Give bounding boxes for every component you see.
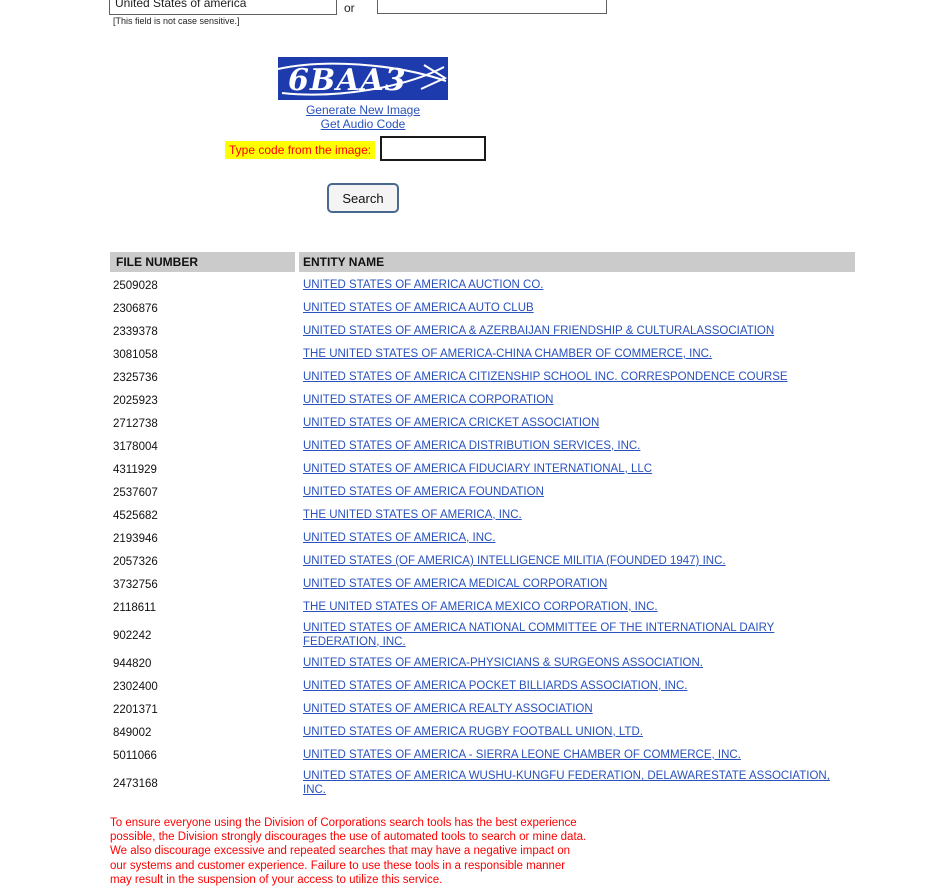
table-row [110, 675, 855, 698]
entity-name-link[interactable]: UNITED STATES OF AMERICA-PHYSICIANS & SURGEONS ASSOCIATION. [303, 656, 704, 669]
table-row [110, 343, 855, 366]
entity-name-cell [299, 322, 855, 342]
captcha-code-prompt: Type code from the image: [225, 141, 375, 159]
file-number-cell: 3732756 [113, 578, 158, 591]
entity-name-link[interactable]: UNITED STATES OF AMERICA - SIERRA LEONE CHAMBER OF COMMERCE, INC. [303, 748, 741, 761]
entity-name-link[interactable]: THE UNITED STATES OF AMERICA, INC. [303, 508, 522, 521]
table-row [110, 527, 855, 550]
table-row [110, 652, 855, 675]
file-number-cell: 2118611 [113, 601, 157, 614]
entity-name-link[interactable]: UNITED STATES OF AMERICA DISTRIBUTION SERVICES, INC. [303, 439, 641, 452]
entity-name-link[interactable]: UNITED STATES OF AMERICA RUGBY FOOTBALL UNION, LTD. [303, 725, 643, 738]
entity-name-cell [299, 414, 855, 434]
entity-name-link[interactable]: UNITED STATES (OF AMERICA) INTELLIGENCE MILITIA (FOUNDED 1947) INC. [303, 554, 726, 567]
captcha-code-input[interactable] [380, 136, 486, 161]
disclaimer-line: To ensure everyone using the Division of Corporations search tools has the best experience [110, 817, 577, 829]
results-body [110, 274, 855, 800]
file-number-cell: 5011066 [113, 749, 157, 762]
entity-name-cell [299, 345, 855, 365]
table-row [110, 481, 855, 504]
file-number-header: FILE NUMBER [110, 252, 295, 272]
table-row [110, 596, 855, 619]
table-row [110, 767, 855, 800]
table-row [110, 619, 855, 652]
entity-name-cell [299, 506, 855, 526]
file-number-cell: 2302400 [113, 680, 158, 693]
results-table [110, 252, 855, 800]
table-row [110, 412, 855, 435]
file-number-cell: 4311929 [113, 463, 157, 476]
entity-name-cell [299, 575, 855, 595]
entity-name-cell [299, 391, 855, 411]
entity-name-cell [299, 276, 855, 296]
table-row [110, 274, 855, 297]
captcha-code-text: 6BAA3 [288, 63, 407, 98]
entity-name-link[interactable]: UNITED STATES OF AMERICA AUCTION CO. [303, 278, 544, 291]
entity-name-cell [299, 677, 855, 697]
get-audio-code-link[interactable]: Get Audio Code [320, 117, 406, 131]
entity-name-cell [299, 437, 855, 457]
file-number-cell: 2712738 [113, 417, 158, 430]
table-row [110, 458, 855, 481]
file-number-cell: 902242 [113, 629, 152, 642]
entity-name-link[interactable]: UNITED STATES OF AMERICA CORPORATION [303, 393, 554, 406]
file-number-cell: 2306876 [113, 302, 158, 315]
entity-name-cell [299, 460, 855, 480]
file-number-cell: 944820 [113, 657, 152, 670]
file-number-cell: 2057326 [113, 555, 158, 568]
entity-name-cell [299, 654, 855, 674]
disclaimer-line: may result in the suspension of your access to utilize this service. [110, 873, 443, 886]
table-row [110, 744, 855, 767]
disclaimer-line: possible, the Division strongly discourages the use of automated tools to search or mine data. [110, 831, 587, 844]
file-number-cell: 2201371 [113, 703, 158, 716]
file-number-cell: 849002 [113, 726, 152, 739]
file-number-cell: 2325736 [113, 371, 158, 384]
entity-name-link[interactable]: UNITED STATES OF AMERICA FOUNDATION [303, 485, 544, 498]
generate-new-image-link[interactable]: Generate New Image [305, 103, 421, 117]
table-row [110, 297, 855, 320]
captcha-links [278, 103, 448, 131]
or-label: or [344, 1, 355, 15]
entity-name-cell [299, 368, 855, 388]
entity-name-cell [299, 299, 855, 319]
entity-name-link[interactable]: UNITED STATES OF AMERICA & AZERBAIJAN FRIENDSHIP & CULTURALASSOCIATION [303, 324, 775, 337]
table-row [110, 698, 855, 721]
entity-name-cell [299, 552, 855, 572]
table-row [110, 366, 855, 389]
case-sensitivity-note: [This field is not case sensitive.] [113, 16, 240, 26]
entity-name-cell [299, 529, 855, 549]
entity-name-link[interactable]: UNITED STATES OF AMERICA WUSHU-KUNGFU FEDERATION, DELAWARESTATE ASSOCIATION, INC. [303, 770, 830, 796]
file-number-cell: 2193946 [113, 532, 158, 545]
file-number-cell: 2473168 [113, 777, 158, 790]
results-header-row [110, 252, 855, 272]
table-row [110, 320, 855, 343]
file-number-cell: 2339378 [113, 325, 158, 338]
entity-name-link[interactable]: UNITED STATES OF AMERICA AUTO CLUB [303, 301, 534, 314]
entity-name-link[interactable]: UNITED STATES OF AMERICA POCKET BILLIARDS ASSOCIATION, INC. [303, 679, 688, 692]
entity-name-cell [299, 746, 855, 766]
entity-name-link[interactable]: THE UNITED STATES OF AMERICA MEXICO CORPORATION, INC. [303, 600, 658, 613]
disclaimer-line: We also discourage excessive and repeated searches that may have a negative impact on [110, 845, 571, 858]
entity-name-link[interactable]: UNITED STATES OF AMERICA NATIONAL COMMITTEE OF THE INTERNATIONAL DAIRY FEDERATION, INC. [303, 622, 775, 648]
search-button[interactable]: Search [327, 183, 399, 213]
table-row [110, 573, 855, 596]
file-number-search-input[interactable] [377, 0, 607, 14]
entity-name-cell [299, 700, 855, 720]
table-row [110, 550, 855, 573]
entity-name-cell [299, 619, 855, 652]
entity-name-link[interactable]: UNITED STATES OF AMERICA CITIZENSHIP SCHOOL INC. CORRESPONDENCE COURSE [303, 370, 788, 383]
table-row [110, 721, 855, 744]
entity-name-cell [299, 767, 855, 800]
entity-name-link[interactable]: UNITED STATES OF AMERICA MEDICAL CORPORATION [303, 577, 608, 590]
file-number-cell: 3178004 [113, 440, 158, 453]
entity-name-link[interactable]: UNITED STATES OF AMERICA FIDUCIARY INTERNATIONAL, LLC [303, 462, 653, 475]
file-number-cell: 4525682 [113, 509, 158, 522]
table-row [110, 389, 855, 412]
entity-name-cell [299, 598, 855, 618]
entity-name-search-input[interactable] [109, 0, 337, 15]
table-row [110, 435, 855, 458]
file-number-cell: 2025923 [113, 394, 158, 407]
entity-name-link[interactable]: UNITED STATES OF AMERICA, INC. [303, 531, 496, 544]
captcha-image [278, 57, 448, 100]
entity-name-link[interactable]: UNITED STATES OF AMERICA CRICKET ASSOCIATION [303, 416, 600, 429]
entity-name-cell [299, 483, 855, 503]
entity-name-cell [299, 723, 855, 743]
disclaimer-line: our systems and customer experience. Failure to use these tools in a responsible manner [110, 859, 566, 872]
entity-name-header: ENTITY NAME [299, 252, 855, 272]
entity-name-link[interactable]: UNITED STATES OF AMERICA REALTY ASSOCIATION [303, 702, 593, 715]
table-row [110, 504, 855, 527]
usage-disclaimer [110, 816, 586, 887]
file-number-cell: 3081058 [113, 348, 158, 361]
entity-name-link[interactable]: THE UNITED STATES OF AMERICA-CHINA CHAMBER OF COMMERCE, INC. [303, 347, 713, 360]
file-number-cell: 2509028 [113, 279, 158, 292]
file-number-cell: 2537607 [113, 486, 158, 499]
